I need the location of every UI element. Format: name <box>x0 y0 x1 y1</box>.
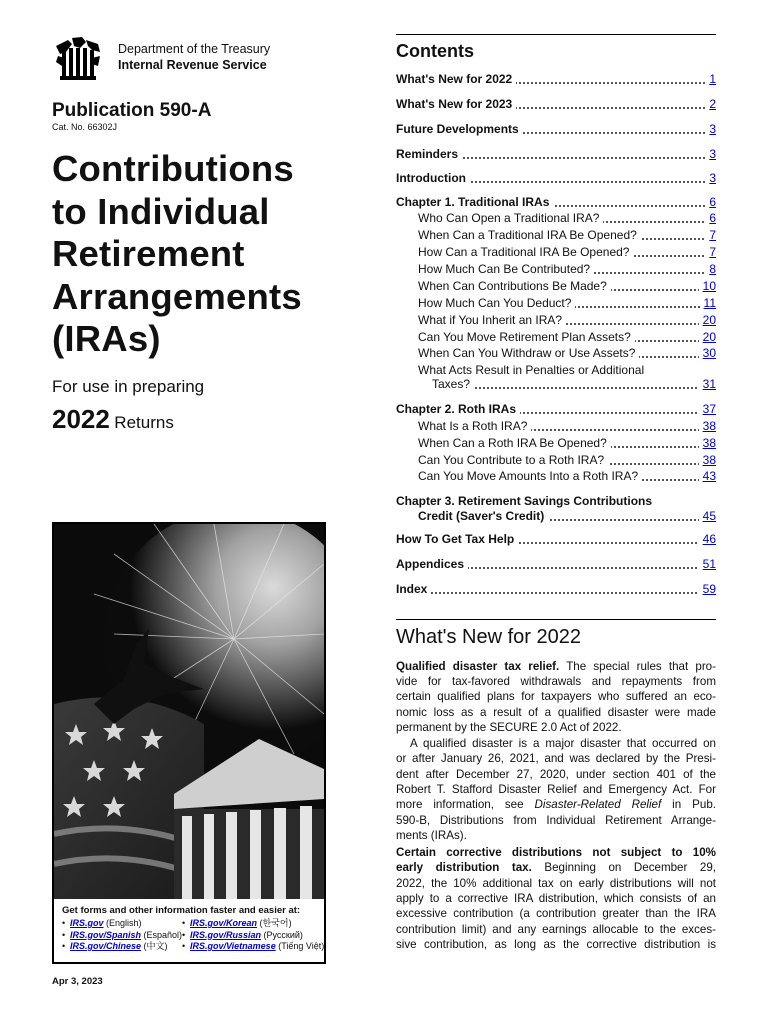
toc-subentry-label: Can You Move Retirement Plan Assets? <box>418 330 635 344</box>
run-in-heading: Qualified disaster tax relief. <box>396 660 560 673</box>
toc-page-link[interactable]: 30 <box>699 346 716 361</box>
toc-page-link[interactable]: 38 <box>699 453 716 468</box>
contents-top-rule <box>396 34 716 35</box>
body-text-line: nomic loss as a result of a qualified disaster were made <box>396 706 716 719</box>
toc-subentry[interactable] <box>418 245 716 260</box>
toc-page-link[interactable]: 6 <box>705 195 716 210</box>
toc-subentry-label: Can You Move Amounts Into a Roth IRA? <box>418 469 642 483</box>
toc-entry[interactable] <box>396 122 716 137</box>
toc-entry[interactable] <box>396 72 716 87</box>
toc-subentry-label: How Can a Traditional IRA Be Opened? <box>418 245 633 259</box>
body-text-line: excessive contribution (a contribution greater than the IRA <box>396 907 716 920</box>
toc-page-link[interactable]: 7 <box>705 245 716 260</box>
toc-subentry-label: What Is a Roth IRA? <box>418 419 531 433</box>
toc-entry[interactable] <box>396 582 716 597</box>
toc-chapter-3-label[interactable]: Chapter 3. Retirement Savings Contributions <box>396 494 653 508</box>
toc-entry-label: Reminders <box>396 147 462 161</box>
irs-gov-vietnamese-link[interactable]: IRS.gov/Vietnamese <box>190 941 276 951</box>
language-label: (Русский) <box>263 929 303 940</box>
language-label: (English) <box>106 918 142 928</box>
cover-photo-fireworks-eagle-flag-capitol <box>54 524 324 899</box>
tax-year: 2022 <box>52 404 110 434</box>
title-line: Retirement <box>52 233 245 274</box>
toc-entry-label: Future Developments <box>396 122 523 136</box>
body-text-line: Certain corrective distributions not subject to 10% <box>396 846 716 859</box>
toc-subentry[interactable] <box>418 228 716 243</box>
toc-subentry-label: When Can You Withdraw or Use Assets? <box>418 346 639 360</box>
text-run: Beginning on December 29, <box>531 861 716 874</box>
toc-subentry-label: What if You Inherit an IRA? <box>418 313 566 327</box>
toc-subentry-label: When Can a Traditional IRA Be Opened? <box>418 228 641 242</box>
info-links-column-2 <box>182 918 324 953</box>
irs-header <box>52 36 352 82</box>
toc-subentry[interactable] <box>432 377 716 392</box>
publication-number: Publication 590-A <box>52 100 212 121</box>
toc-page-link[interactable]: 2 <box>705 97 716 112</box>
toc-subentry-label: Can You Contribute to a Roth IRA? <box>418 453 608 467</box>
run-in-heading: early distribution tax. <box>396 861 532 874</box>
toc-subentry[interactable] <box>418 279 716 294</box>
tax-year-suffix: Returns <box>114 413 174 432</box>
irs-gov-korean-link[interactable]: IRS.gov/Korean <box>190 918 258 928</box>
toc-page-link[interactable]: 45 <box>699 509 716 524</box>
toc-chapter-label: Chapter 2. Roth IRAs <box>396 402 520 416</box>
toc-entry-label: What's New for 2023 <box>396 97 516 111</box>
toc-subentry-label: Taxes? <box>432 377 474 391</box>
toc-subentry-label: How Much Can Be Contributed? <box>418 262 594 276</box>
toc-subentry-label[interactable]: What Acts Result in Penalties or Additional <box>418 363 645 377</box>
body-text-line: A qualified disaster is a major disaster that occurred on <box>410 737 716 750</box>
toc-chapter-1[interactable] <box>396 195 716 210</box>
toc-subentry[interactable] <box>418 330 716 345</box>
revision-date: Apr 3, 2023 <box>52 976 103 987</box>
toc-subentry[interactable] <box>418 346 716 361</box>
department-name: Department of the Treasury <box>118 42 271 56</box>
info-link-item: • IRS.gov/Russian (Русский) <box>182 929 303 940</box>
body-text-line: ments (IRAs). <box>396 829 467 842</box>
toc-chapter-3[interactable] <box>418 509 716 524</box>
toc-page-link[interactable]: 3 <box>705 147 716 162</box>
irs-gov-chinese-link[interactable]: IRS.gov/Chinese <box>70 941 142 951</box>
toc-subentry-label: When Can Contributions Be Made? <box>418 279 611 293</box>
toc-page-link[interactable]: 11 <box>700 296 716 311</box>
body-text-line <box>396 797 716 812</box>
irs-gov-spanish-link[interactable]: IRS.gov/Spanish <box>70 929 142 940</box>
info-links-column-1 <box>62 918 182 953</box>
toc-page-link[interactable]: 46 <box>699 532 716 547</box>
toc-subentry[interactable] <box>418 313 716 328</box>
body-text-line: permanent by the SECURE 2.0 Act of 2022. <box>396 721 622 734</box>
irs-eagle-logo-icon <box>52 36 104 82</box>
cover-image-box <box>52 522 326 964</box>
text-run: The special rules that pro- <box>559 660 716 673</box>
toc-page-link[interactable]: 3 <box>705 122 716 137</box>
toc-subentry-label: Who Can Open a Traditional IRA? <box>418 211 603 225</box>
info-link-item: • IRS.gov/Spanish (Español) <box>62 929 183 940</box>
body-text-line: 590-B, Distributions from Individual Retirement Arrange- <box>396 814 716 827</box>
toc-page-link[interactable]: 20 <box>699 313 716 328</box>
info-panel-title: Get forms and other information faster and easier at: <box>62 905 301 916</box>
info-link-item: • IRS.gov/Vietnamese (Tiếng Việt) <box>182 941 325 951</box>
toc-subentry[interactable] <box>418 453 716 468</box>
text-run: more information, see <box>396 798 535 811</box>
irs-gov-russian-link[interactable]: IRS.gov/Russian <box>190 929 262 940</box>
toc-entry-label: Introduction <box>396 171 470 185</box>
toc-chapter-label: Chapter 1. Traditional IRAs <box>396 195 553 209</box>
text-run: in Pub. <box>661 798 716 811</box>
language-label: (Español) <box>143 929 183 940</box>
title-line: Arrangements <box>52 275 302 317</box>
contents-heading: Contents <box>396 41 474 61</box>
body-text-line: 2022, the 10% additional tax on early distributions will not <box>396 877 716 890</box>
tax-year-line <box>52 404 174 435</box>
toc-subentry[interactable] <box>418 296 716 311</box>
toc-entry-label: Index <box>396 582 431 596</box>
body-text-line: Robert T. Stafford Disaster Relief and Emergency Act. For <box>396 783 716 796</box>
info-link-item: • IRS.gov (English) <box>62 918 142 928</box>
toc-entry[interactable] <box>396 557 716 572</box>
body-text-line: certain qualified plans for taxpayers who suffered an eco- <box>396 690 716 703</box>
irs-gov-link[interactable]: IRS.gov <box>70 918 104 928</box>
toc-chapter-label: Credit (Saver's Credit) <box>418 509 548 523</box>
toc-subentry[interactable] <box>418 262 716 277</box>
toc-entry-label: Appendices <box>396 557 468 571</box>
section-top-rule <box>396 619 716 620</box>
toc-page-link[interactable]: 37 <box>699 402 716 417</box>
cross-reference: Disaster-Related Relief <box>534 798 662 811</box>
toc-subentry[interactable] <box>418 436 716 451</box>
toc-entry-label: What's New for 2022 <box>396 72 516 86</box>
toc-page-link[interactable]: 8 <box>705 262 716 277</box>
toc-page-link[interactable]: 10 <box>699 279 716 294</box>
toc-page-link[interactable]: 20 <box>699 330 716 345</box>
toc-entry[interactable] <box>396 532 716 547</box>
whats-new-heading: What's New for 2022 <box>396 626 582 648</box>
toc-page-link[interactable]: 51 <box>699 557 716 572</box>
toc-page-link[interactable]: 1 <box>705 72 716 87</box>
toc-subentry[interactable] <box>418 419 716 434</box>
title-line: (IRAs) <box>52 318 161 359</box>
toc-chapter-2[interactable] <box>396 402 716 417</box>
toc-entry[interactable] <box>396 171 716 186</box>
use-note: For use in preparing <box>52 377 205 396</box>
catalog-number: Cat. No. 66302J <box>52 122 118 132</box>
body-text-line: contribution limit) and any earnings allocable to the exces- <box>396 923 716 936</box>
publication-title <box>52 148 372 361</box>
toc-subentry[interactable] <box>418 469 716 484</box>
body-text-line: apply to a corrective IRA distribution, which consists of an <box>396 892 716 905</box>
cover-info-panel <box>54 899 324 962</box>
body-text-line <box>396 659 716 674</box>
toc-page-link[interactable]: 31 <box>699 377 716 392</box>
title-line: Contributions <box>52 148 294 189</box>
toc-page-link[interactable]: 7 <box>705 228 716 243</box>
toc-subentry-label: When Can a Roth IRA Be Opened? <box>418 436 611 450</box>
info-link-item: • IRS.gov/Korean (한국어) <box>182 918 292 928</box>
toc-page-link[interactable]: 38 <box>699 436 716 451</box>
info-link-item: • IRS.gov/Chinese (中文) <box>62 941 168 951</box>
toc-page-link[interactable]: 38 <box>699 419 716 434</box>
language-label: (Tiếng Việt) <box>278 941 325 951</box>
body-text-line: sive contribution, as long as the corrective distribution is <box>396 938 716 951</box>
agency-name: Internal Revenue Service <box>118 58 267 72</box>
body-text-line: or after January 26, 2021, and was declared by the Presi- <box>396 752 716 765</box>
body-text-line: dent after December 27, 2020, under section 401 of the <box>396 768 716 781</box>
language-label: (한국어) <box>259 918 292 928</box>
language-label: (中文) <box>143 941 168 951</box>
body-text-line: vide for tax-favored withdrawals and repayments from <box>396 675 716 688</box>
toc-page-link[interactable]: 3 <box>705 171 716 186</box>
body-text-line <box>396 860 716 875</box>
toc-page-link[interactable]: 6 <box>705 211 716 226</box>
toc-page-link[interactable]: 43 <box>699 469 716 484</box>
toc-subentry[interactable] <box>418 211 716 226</box>
title-line: to Individual <box>52 190 270 232</box>
toc-subentry-label: How Much Can You Deduct? <box>418 296 575 310</box>
toc-entry[interactable] <box>396 97 716 112</box>
toc-entry[interactable] <box>396 147 716 162</box>
toc-entry-label: How To Get Tax Help <box>396 532 518 546</box>
toc-page-link[interactable]: 59 <box>699 582 716 597</box>
